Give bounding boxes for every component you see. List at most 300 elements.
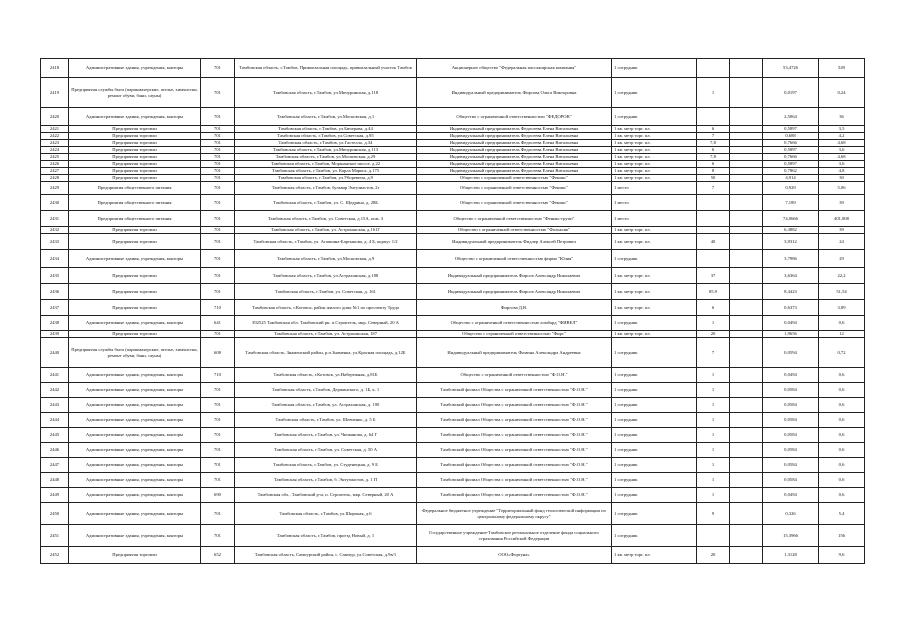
area-cell [730,503,763,525]
area-cell [730,195,763,211]
annual-mass-cell: 3,6 [819,147,865,154]
organization-cell: Индивидуальный предприниматель Фирсов Александр Николаевич [417,284,612,300]
table-row [41,547,865,564]
annual-mass-cell: 24 [819,234,865,250]
annual-volume-cell: 0,0494 [763,316,819,331]
annual-mass-cell: 3,89 [819,300,865,316]
area-cell [730,182,763,195]
address-cell: Тамбовская область, г.Тамбов, ул.Мичуринская, д.113 [235,147,417,154]
table-row [41,126,865,133]
address-cell: Тамбовская область, г.Тамбов, ул. Астраханская, д. 190 [235,398,417,413]
unit-measure-cell: 1 кв. метр торг. пл. [612,161,697,168]
unit-measure-cell: 1 сотрудник [612,78,697,108]
quantity-cell: 1 [697,398,730,413]
organization-cell: Тамбовский филиал Общества с ограниченной ответственностью "Ф.О.Н." [417,488,612,503]
object-type-cell: Административные здания, учреждения, конторы [69,458,201,473]
okato-code-cell: 701 [201,503,235,525]
unit-measure-cell: 1 кв. метр торг. пл. [612,547,697,564]
annual-mass-cell: 36 [819,108,865,126]
table-row [41,227,865,234]
row-number-cell: 2435 [41,268,69,284]
annual-mass-cell: 39 [819,195,865,211]
object-type-cell: Предприятия торговли [69,161,201,168]
object-type-cell: Предприятия службы быта (парикмахерские, ателье, химчистки, ремонт обуви, бани, сауны) [69,78,201,108]
row-number-cell: 2448 [41,473,69,488]
quantity-cell: 20 [697,547,730,564]
quantity-cell [697,211,730,227]
address-cell: Тамбовская область, г.Тамбов, Привокзальная площадь, привокзальный участок Тамбов [235,59,417,78]
object-type-cell: Предприятия торговли [69,168,201,175]
annual-mass-cell: 3,5 [819,126,865,133]
okato-code-cell: 701 [201,428,235,443]
quantity-cell: 1 [697,443,730,458]
row-number-cell: 2444 [41,413,69,428]
table-row [41,300,865,316]
okato-code-cell: 701 [201,175,235,182]
area-cell [730,78,763,108]
area-cell [730,547,763,564]
table-row [41,331,865,338]
organization-cell: Общество с ограниченной ответственностью "Феникс" [417,182,612,195]
row-number-cell: 2433 [41,234,69,250]
annual-volume-cell: 8,4423 [763,284,819,300]
quantity-cell: 7 [697,338,730,368]
table-row [41,175,865,182]
address-cell: Тамбовская область, г.Тамбов, ул.Уборевича, д.9 [235,175,417,182]
row-number-cell: 2431 [41,211,69,227]
area-cell [730,140,763,147]
organization-cell: Тамбовский филиал Общества с ограниченной ответственностью "Ф.О.Н." [417,398,612,413]
annual-mass-cell: 0,6 [819,488,865,503]
annual-mass-cell: 5,06 [819,182,865,195]
object-type-cell: Предприятия службы быта (парикмахерские, ателье, химчистки, ремонт обуви, бани, сауны) [69,338,201,368]
table-row [41,368,865,383]
quantity-cell: 37 [697,268,730,284]
row-number-cell: 2420 [41,108,69,126]
object-type-cell: Административные здания, учреждения, конторы [69,108,201,126]
organization-cell: Индивидуальный предприниматель Фирсов Александр Николаевич [417,268,612,284]
unit-measure-cell: 1 кв. метр торг. пл. [612,284,697,300]
okato-code-cell: 701 [201,250,235,268]
organization-cell: Общество с ограниченной ответственностью "Фольксик" [417,227,612,234]
address-cell: Тамбовская область, г.Тамбов, ул. Студенецкая, д. 9 Б [235,458,417,473]
area-cell [730,398,763,413]
annual-mass-cell: 0,72 [819,338,865,368]
row-number-cell: 2451 [41,525,69,547]
area-cell [730,525,763,547]
quantity-cell [697,108,730,126]
table-row [41,284,865,300]
organization-cell: Федеральное бюджетное учреждение "Территориальный фонд геологической информации по центральному федеральному округу" [417,503,612,525]
object-type-cell: Предприятия торговли [69,234,201,250]
okato-code-cell: 701 [201,234,235,250]
organization-cell: Тамбовский филиал Общества с ограниченной ответственностью "Ф.О.Н." [417,383,612,398]
quantity-cell: 1 [697,458,730,473]
object-type-cell: Административные здания, учреждения, конторы [69,413,201,428]
area-cell [730,331,763,338]
unit-measure-cell: 1 кв. метр торг. пл. [612,154,697,161]
address-cell: Тамбовская область, г.Тамбов, ул. Советская, д.15А, пом. 3 [235,211,417,227]
object-type-cell: Предприятия торговли [69,300,201,316]
organization-cell: Общество с ограниченной ответственностью "Ф.О.Н." [417,368,612,383]
unit-measure-cell: 1 сотрудник [612,108,697,126]
object-type-cell: Предприятия торговли [69,126,201,133]
annual-volume-cell: 4,914 [763,175,819,182]
table-row [41,413,865,428]
object-type-cell: Административные здания, учреждения, конторы [69,503,201,525]
row-number-cell: 2432 [41,227,69,234]
organization-cell: Индивидуальный предприниматель Федосеева Елена Витальевна [417,168,612,175]
unit-measure-cell: 1 сотрудник [612,250,697,268]
annual-mass-cell: 5,4 [819,503,865,525]
quantity-cell: 1 [697,413,730,428]
row-number-cell: 2437 [41,300,69,316]
row-number-cell: 2442 [41,383,69,398]
okato-code-cell: 701 [201,108,235,126]
object-type-cell: Административные здания, учреждения, конторы [69,59,201,78]
table-row [41,338,865,368]
address-cell: Тамбовская область, г.Тамбов, ул.Московская, д.1 [235,108,417,126]
row-number-cell: 2450 [41,503,69,525]
okato-code-cell: 701 [201,284,235,300]
quantity-cell: 85,9 [697,284,730,300]
row-number-cell: 2418 [41,59,69,78]
quantity-cell: 40 [697,234,730,250]
quantity-cell [697,195,730,211]
row-number-cell: 2426 [41,161,69,168]
table-row [41,473,865,488]
unit-measure-cell: 1 кв. метр торг. пл. [612,300,697,316]
unit-measure-cell: 1 сотрудник [612,413,697,428]
table-row [41,78,865,108]
okato-code-cell: 701 [201,211,235,227]
annual-mass-cell: 0,6 [819,443,865,458]
address-cell: Тамбовская область, г.Тамбов, ул. Чичканова, д. 64 Г [235,428,417,443]
area-cell [730,108,763,126]
quantity-cell [697,59,730,78]
annual-volume-cell: 0,0584 [763,428,819,443]
area-cell [730,227,763,234]
area-cell [730,300,763,316]
unit-measure-cell: 1 кв. метр торг. пл. [612,227,697,234]
table-row [41,195,865,211]
annual-volume-cell: 0,0494 [763,368,819,383]
table-row [41,168,865,175]
quantity-cell: 1 [697,383,730,398]
area-cell [730,250,763,268]
object-type-cell: Предприятия торговли [69,268,201,284]
object-type-cell: Административные здания, учреждения, конторы [69,398,201,413]
organization-cell: Фирсова Д.В. [417,300,612,316]
row-number-cell: 2440 [41,338,69,368]
table-row [41,161,865,168]
area-cell [730,234,763,250]
organization-cell: Индивидуальный предприниматель Федосеева Елена Витальевна [417,133,612,140]
unit-measure-cell: 1 сотрудник [612,368,697,383]
okato-code-cell: 641 [201,316,235,331]
row-number-cell: 2452 [41,547,69,564]
annual-mass-cell: 51,54 [819,284,865,300]
quantity-cell: 6 [697,161,730,168]
address-cell: Тамбовская область, г.Тамбов, ул. Шевченко, д. 5 Б [235,413,417,428]
okato-code-cell: 701 [201,383,235,398]
unit-measure-cell: 1 сотрудник [612,488,697,503]
address-cell: Тамбовская область, г.Тамбов, ул.Мичуринская, д.118 [235,78,417,108]
object-type-cell: Предприятия торговли [69,331,201,338]
table-row [41,154,865,161]
annual-mass-cell: 401,808 [819,211,865,227]
row-number-cell: 2436 [41,284,69,300]
okato-code-cell: 701 [201,78,235,108]
organization-cell: Государственное учреждение-Тамбовское региональное отделение фонда социального страхования Российской Федерации [417,525,612,547]
area-cell [730,284,763,300]
quantity-cell: 1 [697,316,730,331]
address-cell: Тамбовская область, г.Котовск, район жилого дома №1 по проспекту Труда [235,300,417,316]
unit-measure-cell: 1 место [612,182,697,195]
annual-volume-cell: 0,7666 [763,140,819,147]
row-number-cell: 2428 [41,175,69,182]
quantity-cell: 7,8 [697,140,730,147]
annual-volume-cell: 0,929 [763,182,819,195]
annual-volume-cell: 0,6373 [763,300,819,316]
table-row [41,458,865,473]
object-type-cell: Административные здания, учреждения, конторы [69,473,201,488]
object-type-cell: Предприятия торговли [69,175,201,182]
object-type-cell: Предприятия торговли [69,154,201,161]
area-cell [730,413,763,428]
unit-measure-cell: 1 сотрудник [612,398,697,413]
organization-cell: Общество с ограниченной ответственностью фирма "Юлия" [417,250,612,268]
annual-volume-cell: 1,3128 [763,547,819,564]
row-number-cell: 2429 [41,182,69,195]
organization-cell: Тамбовский филиал Общества с ограниченной ответственностью "Ф.О.Н." [417,428,612,443]
quantity-cell [697,227,730,234]
annual-volume-cell: 74,0666 [763,211,819,227]
object-type-cell: Предприятия торговли [69,284,201,300]
quantity-cell: 9 [697,503,730,525]
object-type-cell: Предприятия торговли [69,547,201,564]
address-cell: Тамбовская область, г.Тамбов, Держинского, д. 1Б, к. 1 [235,383,417,398]
table-row [41,428,865,443]
table-row [41,182,865,195]
object-type-cell: Предприятия общественного питания [69,182,201,195]
organization-cell: Индивидуальный предприниматель Федосеева Елена Витальевна [417,126,612,133]
address-cell: Тамбовская область, Сампурский район, с. Сампур, ул.Советская, д.9в/1 [235,547,417,564]
annual-volume-cell: 3,7986 [763,250,819,268]
area-cell [730,268,763,284]
okato-code-cell: 701 [201,398,235,413]
row-number-cell: 2446 [41,443,69,458]
organization-cell: Общество с ограниченной ответственностью "Фирс" [417,331,612,338]
organization-cell: Общество с ограниченной ответственностью "Феникс-групп" [417,211,612,227]
okato-code-cell: 701 [201,140,235,147]
object-type-cell: Предприятия общественного питания [69,195,201,211]
object-type-cell: Административные здания, учреждения, конторы [69,428,201,443]
unit-measure-cell: 1 сотрудник [612,525,697,547]
annual-mass-cell: 9,6 [819,547,865,564]
okato-code-cell: 608 [201,338,235,368]
row-number-cell: 2427 [41,168,69,175]
row-number-cell: 2447 [41,458,69,473]
organization-cell: Общество с ограниченной ответственностью ломбард "ФИВЕЛ" [417,316,612,331]
unit-measure-cell: 1 место [612,195,697,211]
annual-volume-cell: 0,0584 [763,413,819,428]
object-type-cell: Предприятия торговли [69,140,201,147]
table-body [41,59,865,564]
unit-measure-cell: 1 кв. метр торг. пл. [612,268,697,284]
quantity-cell: 1 [697,428,730,443]
unit-measure-cell: 1 сотрудник [612,443,697,458]
area-cell [730,161,763,168]
unit-measure-cell: 1 место [612,211,697,227]
organization-cell: Индивидуальный предприниматель Федосеева Елена Витальевна [417,161,612,168]
okato-code-cell: 701 [201,59,235,78]
unit-measure-cell: 1 кв. метр торг. пл. [612,147,697,154]
annual-mass-cell: 0,24 [819,78,865,108]
unit-measure-cell: 1 кв. метр торг. пл. [612,234,697,250]
okato-code-cell: 701 [201,168,235,175]
organization-cell: Тамбовский филиал Общества с ограниченной ответственностью "Ф.О.Н." [417,473,612,488]
object-type-cell: Предприятия торговли [69,227,201,234]
annual-mass-cell: 0,6 [819,398,865,413]
okato-code-cell: 701 [201,154,235,161]
annual-mass-cell: 0,6 [819,473,865,488]
area-cell [730,473,763,488]
annual-mass-cell: 0,6 [819,368,865,383]
address-cell: 392525 Тамбовская обл. Тамбовский рн. п.Строитель, мкр. Северный, 20 А [235,316,417,331]
okato-code-cell: 701 [201,195,235,211]
organization-cell: Индивидуальный предприниматель Федосеева Елена Витальевна [417,147,612,154]
row-number-cell: 2419 [41,78,69,108]
organization-cell: Индивидуальный предприниматель Фомина Александра Андреевна [417,338,612,368]
address-cell: Тамбовская область, г.Тамбов, ул. Советская, д. 161 [235,284,417,300]
okato-code-cell: 690 [201,488,235,503]
unit-measure-cell: 1 кв. метр торг. пл. [612,133,697,140]
annual-volume-cell: 0,7666 [763,154,819,161]
annual-mass-cell: 3,6 [819,161,865,168]
address-cell: Тамбовская область, г.Тамбов, проезд Новый, д. 1 [235,525,417,547]
address-cell: Тамбовская область, г.Тамбов, ул.Астраханская, д.188 [235,268,417,284]
quantity-cell: 7,8 [697,154,730,161]
quantity-cell: 6 [697,147,730,154]
row-number-cell: 2424 [41,147,69,154]
area-cell [730,428,763,443]
annual-volume-cell: 0,688 [763,133,819,140]
object-type-cell: Административные здания, учреждения, конторы [69,525,201,547]
area-cell [730,383,763,398]
annual-volume-cell: 0,5897 [763,147,819,154]
annual-volume-cell: 3,6364 [763,268,819,284]
annual-mass-cell: 22,2 [819,268,865,284]
object-type-cell: Предприятия торговли [69,133,201,140]
annual-volume-cell: 3,9312 [763,234,819,250]
row-number-cell: 2449 [41,488,69,503]
organization-cell: Общество с ограниченной ответственностью "ФЕДОРОВ" [417,108,612,126]
area-cell [730,368,763,383]
unit-measure-cell: 1 сотрудник [612,383,697,398]
table-row [41,383,865,398]
annual-mass-cell: 4,68 [819,154,865,161]
quantity-cell: 20 [697,331,730,338]
object-type-cell: Административные здания, учреждения, конторы [69,383,201,398]
organization-cell: Тамбовский филиал Общества с ограниченной ответственностью "Ф.О.Н." [417,413,612,428]
annual-mass-cell: 0,6 [819,413,865,428]
area-cell [730,316,763,331]
annual-volume-cell: 0,0584 [763,383,819,398]
annual-volume-cell: 15,3966 [763,525,819,547]
address-cell: Тамбовская область, г.Тамбов, ул.Советская, д.95 [235,133,417,140]
annual-mass-cell: 12 [819,331,865,338]
waste-register-table [40,58,865,564]
area-cell [730,168,763,175]
area-cell [730,488,763,503]
quantity-cell: 50 [697,175,730,182]
annual-mass-cell: 0,6 [819,428,865,443]
row-number-cell: 2434 [41,250,69,268]
okato-code-cell: 710 [201,300,235,316]
table-row [41,140,865,147]
table-row [41,398,865,413]
unit-measure-cell: 1 сотрудник [612,473,697,488]
row-number-cell: 2445 [41,428,69,443]
annual-mass-cell: 156 [819,525,865,547]
address-cell: Тамбовская область, г.Тамбов, ул. Астраханская, д.161Г [235,227,417,234]
row-number-cell: 2421 [41,126,69,133]
organization-cell: Индивидуальный предприниматель Фидлер Алексей Петрович [417,234,612,250]
table-row [41,59,865,78]
unit-measure-cell: 1 кв. метр торг. пл. [612,140,697,147]
annual-mass-cell: 30 [819,175,865,182]
okato-code-cell: 701 [201,161,235,168]
okato-code-cell: 701 [201,126,235,133]
quantity-cell: 6 [697,300,730,316]
area-cell [730,458,763,473]
area-cell [730,443,763,458]
table-row [41,488,865,503]
okato-code-cell: 701 [201,133,235,140]
okato-code-cell: 701 [201,525,235,547]
area-cell [730,133,763,140]
annual-volume-cell: 0,0584 [763,458,819,473]
row-number-cell: 2439 [41,331,69,338]
organization-cell: Общество с ограниченной ответственностью "Феникс" [417,195,612,211]
okato-code-cell: 652 [201,547,235,564]
organization-cell: Тамбовский филиал Общества с ограниченной ответственностью "Ф.О.Н." [417,443,612,458]
address-cell: Тамбовская обл., Тамбовский р-н, п. Строитель, мкр. Северный, 20 А [235,488,417,503]
annual-volume-cell: 0,0584 [763,443,819,458]
okato-code-cell: 701 [201,227,235,234]
organization-cell: Общество с ограниченной ответственностью "Феникс" [417,175,612,182]
unit-measure-cell: 1 кв. метр торг. пл. [612,175,697,182]
address-cell: Тамбовская область, г.Тамбов, ул. С. Щедрина, д. 28Б [235,195,417,211]
unit-measure-cell: 1 сотрудник [612,338,697,368]
area-cell [730,147,763,154]
table-row [41,108,865,126]
address-cell: Тамбовская область, г.Тамбов, ул.Широкая, д.6 [235,503,417,525]
object-type-cell: Административные здания, учреждения, конторы [69,316,201,331]
quantity-cell: 7 [697,182,730,195]
annual-volume-cell: 0,326 [763,503,819,525]
organization-cell: Индивидуальный предприниматель Фирсова Ольга Викторовна [417,78,612,108]
annual-volume-cell: 6,3882 [763,227,819,234]
address-cell: Тамбовская область, Знаменский район, р.п.Знаменка, ул.Красная площадь, д.12Б [235,338,417,368]
area-cell [730,338,763,368]
address-cell: Тамбовская область, г.Тамбов, ул. Советская, д. 50 А [235,443,417,458]
unit-measure-cell: 1 сотрудник [612,428,697,443]
annual-mass-cell: 0,6 [819,383,865,398]
area-cell [730,59,763,78]
table-row [41,147,865,154]
